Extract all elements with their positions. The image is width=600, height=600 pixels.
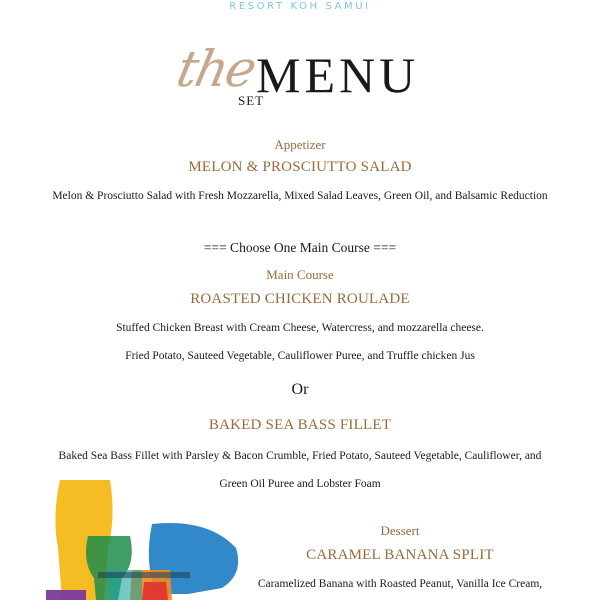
choose-main-course: === Choose One Main Course ===: [203, 240, 397, 255]
main-dish-1-description-2: Fried Potato, Sauteed Vegetable, Cauliflower Puree, and Truffle chicken Jus: [125, 350, 475, 362]
appetizer-dish-name: MELON & PROSCIUTTO SALAD: [188, 159, 412, 175]
dessert-dish-name: CARAMEL BANANA SPLIT: [306, 547, 494, 563]
main-dish-2-description-1: Baked Sea Bass Fillet with Parsley & Bacon Crumble, Fried Potato, Sauteed Vegetable, Cauliflower, and: [58, 450, 542, 462]
main-dish-2-description-2: Green Oil Puree and Lobster Foam: [219, 478, 381, 490]
logo-menu: MENU: [256, 47, 420, 103]
main-dish-1-name: ROASTED CHICKEN ROULADE: [190, 291, 410, 307]
dessert-heading: Dessert: [380, 523, 420, 538]
main-dish-1-description-1: Stuffed Chicken Breast with Cream Cheese, Watercress, and mozzarella cheese.: [116, 322, 484, 334]
set-menu-logo: [0, 30, 600, 120]
or-separator: Or: [291, 381, 309, 398]
logo-the: the: [171, 40, 261, 98]
logo-set: SET: [238, 93, 265, 108]
resort-name: RESORT KOH SAMUI: [229, 1, 371, 12]
glasses-illustration: [38, 478, 248, 600]
appetizer-description: Melon & Prosciutto Salad with Fresh Mozzarella, Mixed Salad Leaves, Green Oil, and Balsamic Reduction: [52, 190, 548, 202]
appetizer-heading: Appetizer: [274, 137, 326, 152]
dessert-description: Caramelized Banana with Roasted Peanut, Vanilla Ice Cream,: [257, 578, 543, 590]
main-course-heading: Main Course: [266, 267, 334, 282]
main-dish-2-name: BAKED SEA BASS FILLET: [208, 417, 392, 433]
